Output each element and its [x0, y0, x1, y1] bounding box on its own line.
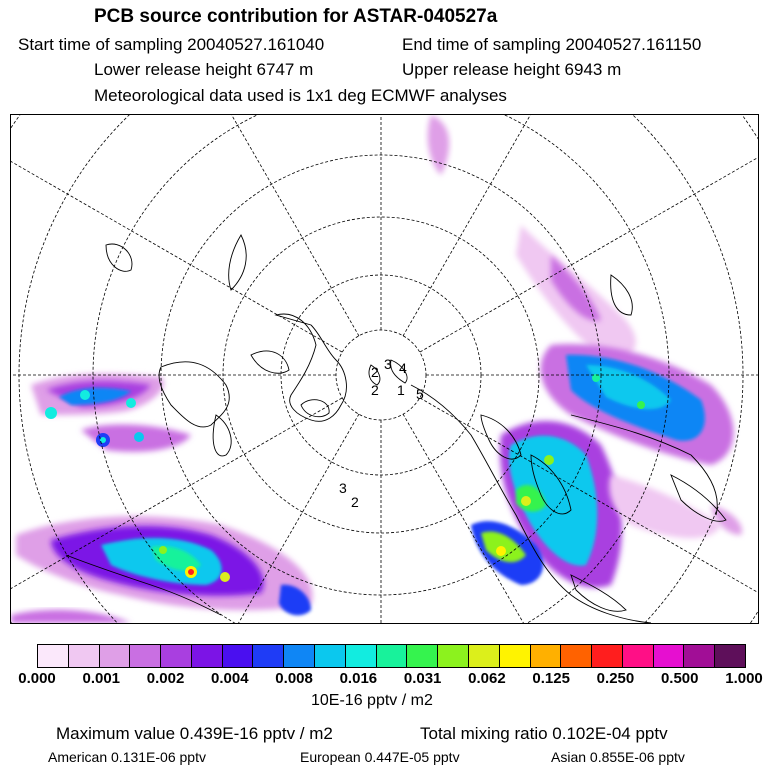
colorbar-swatch [38, 645, 69, 667]
american-contribution: American 0.131E-06 pptv [48, 749, 206, 765]
upper-height-label: Upper release height 6943 m [402, 60, 622, 79]
marker-label: 5 [416, 386, 424, 402]
colorbar-swatch [654, 645, 685, 667]
total-mixing-label: Total mixing ratio 0.102E-04 pptv [420, 724, 668, 743]
plot-title: PCB source contribution for ASTAR-040527a [94, 6, 498, 27]
colorbar-tick-label: 0.002 [146, 670, 185, 687]
colorbar-swatch [715, 645, 745, 667]
colorbar-swatch [223, 645, 254, 667]
colorbar-tick-label: 1.000 [725, 670, 763, 687]
trajectory-markers [339, 356, 424, 510]
colorbar [37, 644, 746, 668]
colorbar-swatch [531, 645, 562, 667]
plume-east [428, 115, 742, 588]
colorbar-unit: 10E-16 pptv / m2 [311, 692, 433, 709]
marker-label: 2 [371, 382, 379, 398]
colorbar-tick-label: 0.001 [82, 670, 121, 687]
colorbar-swatch [500, 645, 531, 667]
colorbar-swatch [438, 645, 469, 667]
colorbar-swatch [561, 645, 592, 667]
colorbar-swatch [592, 645, 623, 667]
plume-west [11, 374, 313, 623]
colorbar-tick-label: 0.008 [275, 670, 313, 687]
colorbar-tick-label: 0.004 [211, 670, 249, 687]
colorbar-swatch [253, 645, 284, 667]
start-time-label: Start time of sampling 20040527.161040 [18, 35, 325, 54]
colorbar-swatch [377, 645, 408, 667]
colorbar-tick-label: 0.250 [596, 670, 635, 687]
colorbar-swatch [407, 645, 438, 667]
max-value-label: Maximum value 0.439E-16 pptv / m2 [56, 724, 333, 743]
marker-label: 2 [351, 494, 359, 510]
colorbar-swatch [284, 645, 315, 667]
colorbar-tick-label: 0.016 [339, 670, 378, 687]
colorbar-swatch [684, 645, 715, 667]
colorbar-swatch [315, 645, 346, 667]
met-data-label: Meteorological data used is 1x1 deg ECMWF analyses [94, 86, 507, 105]
colorbar-swatch [69, 645, 100, 667]
colorbar-tick-label: 0.000 [18, 670, 56, 687]
marker-label: 1 [397, 382, 405, 398]
colorbar-swatch [130, 645, 161, 667]
marker-label: 3 [384, 356, 392, 372]
colorbar-swatch [623, 645, 654, 667]
marker-label: 3 [339, 480, 347, 496]
colorbar-tick-label: 0.125 [532, 670, 570, 687]
european-contribution: European 0.447E-05 pptv [300, 749, 460, 765]
colorbar-swatch [346, 645, 377, 667]
colorbar-swatch [161, 645, 192, 667]
colorbar-swatch [469, 645, 500, 667]
end-time-label: End time of sampling 20040527.161150 [402, 35, 702, 54]
polar-map [10, 114, 759, 624]
colorbar-swatch [100, 645, 131, 667]
colorbar-tick-label: 0.031 [403, 670, 442, 687]
colorbar-tick-label: 0.062 [468, 670, 506, 687]
colorbar-tick-label: 0.500 [660, 670, 699, 687]
lower-height-label: Lower release height 6747 m [94, 60, 314, 79]
colorbar-swatch [192, 645, 223, 667]
marker-label: 4 [399, 360, 407, 376]
asian-contribution: Asian 0.855E-06 pptv [551, 749, 685, 765]
marker-label: 2 [371, 364, 379, 380]
